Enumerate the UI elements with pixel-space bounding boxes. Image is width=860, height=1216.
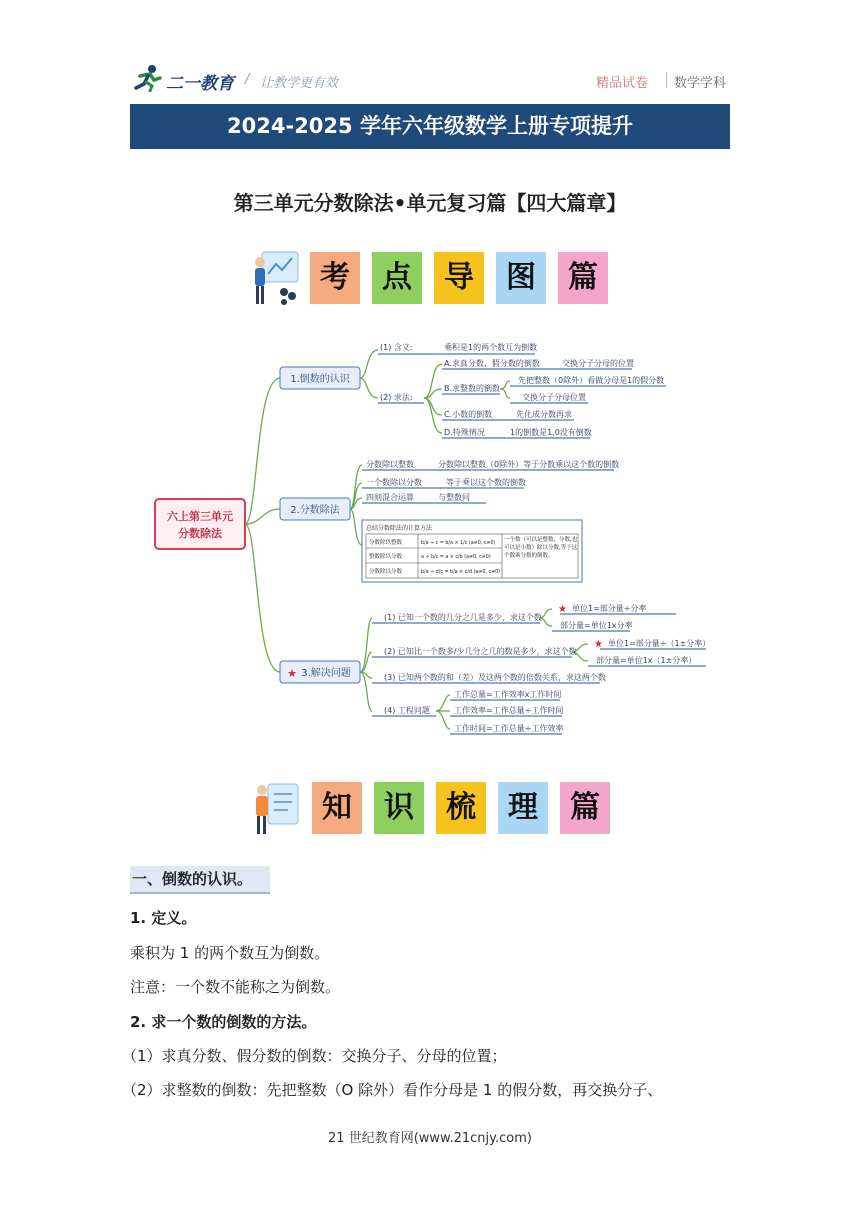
b1-a2: 交换分子分母的位置 — [562, 359, 634, 368]
b2-formula-3: b/a ÷ d/c = b/a × c/d (a≠0, c≠0) — [421, 570, 501, 575]
b2-table-title: 总结分数除法的计算方法 — [366, 525, 433, 532]
b1-d2: 1的倒数是1,0没有倒数 — [510, 428, 592, 437]
b1-meaning-label: (1) 含义: — [380, 343, 413, 352]
b3-p2a: 单位1=部分量÷（1±分率） — [608, 639, 711, 648]
tile-shi: 识 — [374, 782, 424, 834]
b2-row-2: 整数除以分数 — [369, 554, 403, 560]
b1-b1: 先把整数（0除外）看做分母是1的假分数 — [518, 376, 665, 385]
header-divider: / — [245, 72, 250, 87]
tile-pian-2: 篇 — [560, 782, 610, 834]
header-tag-label: 精品试卷 — [596, 76, 649, 91]
header — [130, 62, 730, 96]
b3-p2a-star-icon: ★ — [594, 639, 603, 650]
header-tag — [596, 72, 648, 91]
b3-p1a-star-icon: ★ — [558, 604, 567, 615]
b3-p4a: 工作总量=工作效率x工作时间 — [454, 690, 562, 699]
b2-i2: 一个数除以分数 — [366, 478, 422, 487]
heading-method: 2. 求一个数的倒数的方法。 — [130, 1013, 317, 1031]
b3-p1b: 部分量=单位1x分率 — [560, 621, 633, 630]
b3-p1a: 单位1=部分量÷分率 — [572, 604, 647, 613]
runner-logo-icon — [132, 64, 162, 92]
tile-tu: 图 — [496, 252, 546, 304]
banner-title: 2024-2025 学年六年级数学上册专项提升 — [130, 104, 730, 149]
b1-b: B.求整数的倒数 — [444, 384, 501, 393]
b3-p2: (2) 已知比一个数多/少几分之几的数是多少，求这个数 — [384, 647, 577, 656]
root-line-2: 分数除法 — [178, 527, 222, 540]
b1-c2: 先化成分数再求 — [516, 410, 572, 419]
b3-p4b: 工作效率=工作总量÷工作时间 — [454, 706, 564, 715]
root-line-1: 六上第三单元 — [167, 510, 233, 523]
header-subject: 数学学科 — [674, 76, 727, 91]
brand-name: 二一教育 — [166, 74, 234, 94]
b3-p4: (4) 工程问题 — [384, 706, 430, 715]
branch-2-label: 2.分数除法 — [290, 505, 340, 516]
text-note: 注意：一个数不能称之为倒数。 — [130, 978, 341, 996]
b3-p1: (1) 已知一个数的几分之几是多少，求这个数 — [384, 613, 542, 622]
presenter-icon — [248, 248, 304, 308]
b2-row-3: 分数除以分数 — [369, 569, 403, 575]
text-method-2: （2）求整数的倒数：先把整数（O 除外）看作分母是 1 的假分数，再交换分子、 — [122, 1081, 663, 1099]
b2-i1: 分数除以整数 — [366, 460, 414, 469]
tile-pian-1: 篇 — [558, 252, 608, 304]
b2-i2b: 等于乘以这个数的倒数 — [446, 478, 526, 487]
text-definition: 乘积为 1 的两个数互为倒数。 — [130, 944, 330, 962]
b1-d: D.特殊情况 — [444, 428, 485, 437]
b2-note: 一个数（可以是整数、分数,也可以是小数）除以分数,等于这个数乘分数的倒数。 — [504, 537, 578, 559]
header-sep — [666, 72, 667, 88]
tile-dian: 点 — [372, 252, 422, 304]
mindmap — [0, 330, 860, 750]
b2-i3: 四则混合运算 — [366, 493, 414, 502]
b1-a: A.求真分数、假分数的倒数 — [444, 359, 540, 368]
b2-formula-1: b/a ÷ c = b/a × 1/c (a≠0, c≠0) — [421, 541, 496, 546]
b1-b2: 交换分子分母位置 — [522, 393, 586, 402]
branch-1-label: 1.倒数的认识 — [290, 374, 350, 385]
branch-3-label: 3.解决问题 — [301, 668, 351, 679]
mindmap-root — [155, 499, 245, 549]
heading-definition: 1. 定义。 — [130, 909, 197, 927]
tile-li: 理 — [498, 782, 548, 834]
b3-p2b: 部分量=单位1x（1±分率） — [596, 656, 697, 665]
section-1-title: 一、倒数的认识。 — [130, 866, 270, 894]
tile-dao: 导 — [434, 252, 484, 304]
tile-zhi: 知 — [312, 782, 362, 834]
reader-icon — [248, 778, 304, 838]
brand-slogan: 让教学更有效 — [260, 76, 339, 91]
tile-kao: 考 — [310, 252, 360, 304]
b3-p3: (3) 已知两个数的和（差）及这两个数的倍数关系，求这两个数 — [384, 673, 606, 682]
b2-formula-2: a ÷ b/c = a × c/b (a≠0, c≠0) — [421, 555, 491, 560]
text-method-1: （1）求真分数、假分数的倒数：交换分子、分母的位置； — [122, 1047, 507, 1065]
page-subtitle: 第三单元分数除法•单元复习篇【四大篇章】 — [233, 191, 627, 215]
b2-i1b: 分数除以整数（0除外）等于分数乘以这个数的倒数 — [438, 460, 620, 469]
b2-row-1: 分数除以整数 — [369, 540, 403, 546]
b1-method-label: (2) 求法: — [380, 393, 413, 402]
b3-p4c: 工作时间=工作总量÷工作效率 — [454, 724, 564, 733]
b1-meaning: 乘积是1的两个数互为倒数 — [444, 343, 538, 352]
b1-c: C.小数的倒数 — [444, 410, 493, 419]
branch-3-star-icon: ★ — [287, 667, 297, 680]
page-footer: 21 世纪教育网(www.21cnjy.com) — [328, 1131, 532, 1146]
tile-shu: 梳 — [436, 782, 486, 834]
b2-i3b: 与整数同 — [438, 493, 470, 502]
